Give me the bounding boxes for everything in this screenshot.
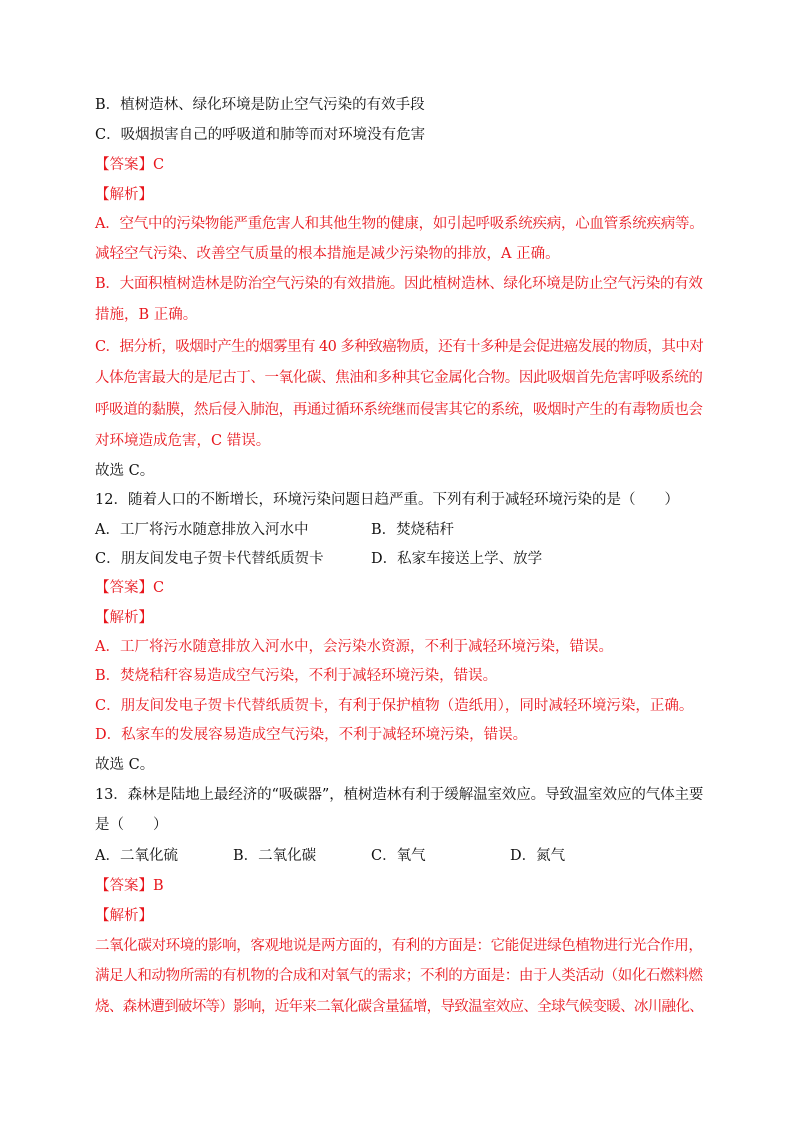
q12-stem: 12．随着人口的不断增长，环境污染问题日趋严重。下列有利于减轻环境污染的是（ ） bbox=[95, 492, 679, 508]
q13-option-b: B．二氧化碳 bbox=[233, 848, 317, 864]
q13-analysis-line: 烧、森林遭到破坏等）影响，近年来二氧化碳含量猛增，导致温室效应、全球气候变暖、冰川融化、 bbox=[95, 999, 703, 1015]
q13-analysis-line: 满足人和动物所需的有机物的合成和对氧气的需求；不利的方面是：由于人类活动（如化石燃料燃 bbox=[95, 968, 703, 984]
q12-option-b: B．焚烧秸秆 bbox=[371, 522, 455, 538]
q12-analysis-line: C．朋友间发电子贺卡代替纸质贺卡，有利于保护植物（造纸用），同时减轻环境污染，正确。 bbox=[95, 698, 694, 714]
answer-label: 【答案】 bbox=[95, 878, 153, 894]
q11-conclusion: 故选 C。 bbox=[95, 463, 155, 479]
q13-option-a: A．二氧化硫 bbox=[95, 848, 178, 864]
answer-label: 【答案】 bbox=[95, 157, 153, 173]
q13-option-c: C．氧气 bbox=[371, 848, 426, 864]
q13-option-d: D．氮气 bbox=[510, 848, 566, 864]
q11-analysis-line: A．空气中的污染物能严重危害人和其他生物的健康，如引起呼吸系统疾病，心血管系统疾病等。 bbox=[95, 216, 704, 232]
q11-analysis-line: 措施，B 正确。 bbox=[95, 307, 198, 323]
q12-option-c: C．朋友间发电子贺卡代替纸质贺卡 bbox=[95, 551, 324, 567]
q13-analysis-label: 【解析】 bbox=[95, 908, 153, 924]
answer-value: C bbox=[153, 580, 165, 596]
q13-stem-line1: 13．森林是陆地上最经济的“吸碳器”，植树造林有利于缓解温室效应。导致温室效应的气体主要 bbox=[95, 787, 704, 803]
q12-answer bbox=[95, 578, 164, 598]
q13-answer bbox=[95, 876, 164, 896]
q11-analysis-line: 人体危害最大的是尼古丁、一氧化碳、焦油和多种其它金属化合物。因此吸烟首先危害呼吸系统的 bbox=[95, 370, 703, 386]
answer-label: 【答案】 bbox=[95, 580, 153, 596]
q13-stem-line2: 是（ ） bbox=[95, 817, 168, 833]
q11-option-c: C．吸烟损害自己的呼吸道和肺等而对环境没有危害 bbox=[95, 127, 426, 143]
q12-option-a: A．工厂将污水随意排放入河水中 bbox=[95, 522, 309, 538]
q13-analysis-line: 二氧化碳对环境的影响，客观地说是两方面的，有利的方面是：它能促进绿色植物进行光合作用， bbox=[95, 938, 703, 954]
q11-analysis-line: 对环境造成危害，C 错误。 bbox=[95, 433, 271, 449]
q12-analysis-line: A．工厂将污水随意排放入河水中，会污染水资源，不利于减轻环境污染，错误。 bbox=[95, 639, 613, 655]
answer-value: B bbox=[153, 878, 164, 894]
answer-value: C bbox=[153, 157, 165, 173]
q12-conclusion: 故选 C。 bbox=[95, 757, 155, 773]
q12-analysis-label: 【解析】 bbox=[95, 610, 153, 626]
q12-analysis-line: D．私家车的发展容易造成空气污染，不利于减轻环境污染，错误。 bbox=[95, 727, 528, 743]
q11-analysis-label: 【解析】 bbox=[95, 187, 153, 203]
q12-option-d: D．私家车接送上学、放学 bbox=[371, 551, 543, 567]
q11-analysis-line: 呼吸道的黏膜，然后侵入肺泡，再通过循环系统继而侵害其它的系统，吸烟时产生的有毒物质也会 bbox=[95, 402, 703, 418]
q11-option-b: B．植树造林、绿化环境是防止空气污染的有效手段 bbox=[95, 97, 425, 113]
q11-analysis-line: B．大面积植树造林是防治空气污染的有效措施。因此植树造林、绿化环境是防止空气污染的有效 bbox=[95, 276, 703, 292]
q11-answer bbox=[95, 155, 164, 175]
q12-analysis-line: B．焚烧秸秆容易造成空气污染，不利于减轻环境污染，错误。 bbox=[95, 668, 498, 684]
q11-analysis-line: 减轻空气污染、改善空气质量的根本措施是减少污染物的排放，A 正确。 bbox=[95, 246, 560, 262]
q11-analysis-line: C．据分析，吸烟时产生的烟雾里有 40 多种致癌物质，还有十多种是会促进癌发展的物质，其中对 bbox=[95, 339, 704, 355]
